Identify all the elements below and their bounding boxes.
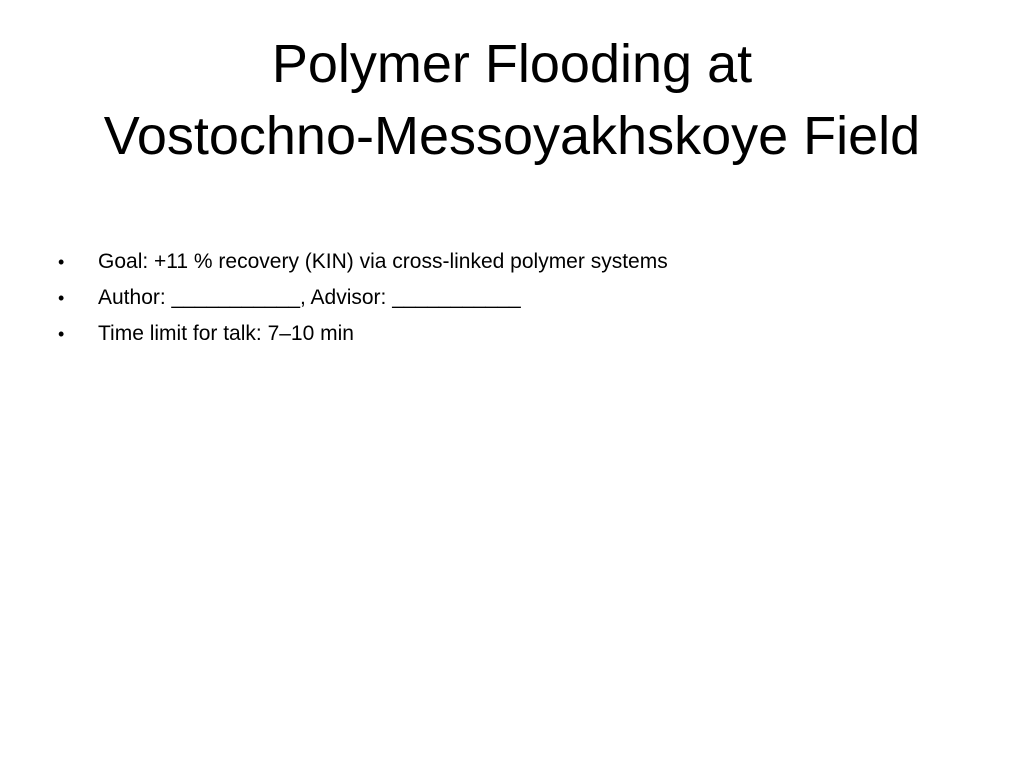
bullet-text-author: Author: ___________, Advisor: ___________	[98, 286, 521, 309]
bullet-item-time-limit	[58, 316, 978, 352]
bullet-text-time-limit: Time limit for talk: 7–10 min	[98, 322, 354, 345]
bullet-marker: •	[58, 252, 65, 272]
slide-title	[40, 28, 984, 172]
bullet-item-goal	[58, 244, 978, 280]
bullet-text-goal: Goal: +11 % recovery (KIN) via cross-linked polymer systems	[98, 250, 668, 273]
slide-title-line-2: Vostochno-Messoyakhskoye Field	[103, 106, 921, 166]
bullet-marker: •	[58, 324, 65, 344]
bullet-marker: •	[58, 288, 65, 308]
bullet-list	[58, 244, 978, 352]
slide-title-line-1: Polymer Flooding at	[271, 34, 753, 94]
bullet-item-author	[58, 280, 978, 316]
